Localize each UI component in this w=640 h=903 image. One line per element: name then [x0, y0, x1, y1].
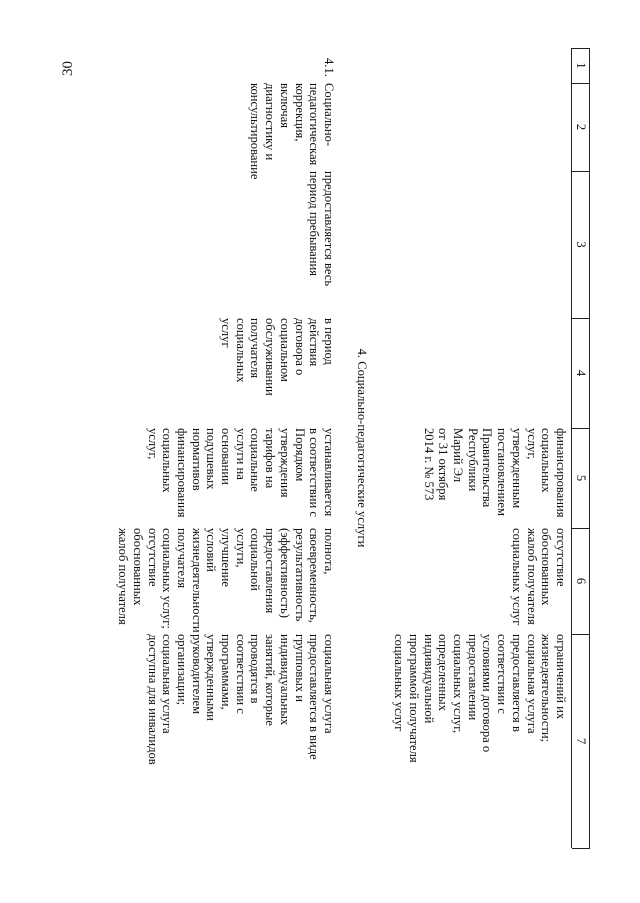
column-header: 3 — [574, 241, 588, 248]
section-title: 4. Социально-педагогические услуги — [355, 348, 369, 548]
row-41-provision-period: предоставляется весь период пребывания — [307, 171, 336, 287]
col-divider — [572, 848, 590, 849]
page-number: 30 — [60, 61, 76, 76]
row-41-conditions: социальная услуга предоставляется в виде групповых и индивидуальных занятий, которые проводятся в соответствии с программами, утвержденными руководителем организации; социальная услуга доступна для инвалидов — [145, 634, 336, 765]
column-header: 1 — [574, 62, 588, 69]
row-41-tariff: устанавливается в соответствии с Порядком утверждения тарифов на социальные услуги на основании подушевых нормативов финансирования социальных услуг, — [145, 428, 336, 518]
row-41-service-name: Социально- педагогическая коррекция, включая диагностику и консультирование — [248, 83, 336, 180]
row-41-quality-indicators: полнота, своевременность, результативность (эффективность) предоставления социальной услуги, улучшение условий жизнедеятельности получателя социальных услуг; отсутствие обоснованных жалоб получателя — [116, 528, 336, 633]
column-header: 5 — [574, 474, 588, 482]
column-header: 4 — [574, 369, 588, 377]
column-header: 6 — [574, 577, 588, 585]
document-table — [108, 48, 590, 848]
row-number: 4.1. — [322, 58, 336, 77]
column-header: 2 — [574, 123, 588, 131]
continuation-cell-col5: финансирования социальных услуг, утвержденным постановлением Правительства Республики Марий Эл от 31 октября 2014 г. № 573 — [421, 428, 568, 518]
column-header: 7 — [574, 737, 588, 745]
continuation-cell-col6: отсутствие обоснованных жалоб получателя социальных услуг — [509, 528, 568, 626]
continuation-cell-col7: ограничений их жизнедеятельности; социальная услуга предоставляется в соответствии с условиями договора о предоставлении социальных услуг, определенных индивидуальной программой получателя социальных услуг — [392, 634, 568, 763]
rotated-table-page — [108, 48, 590, 848]
row-41-term: в период действия договора о социальном обслуживании получателя социальных услуг — [219, 318, 336, 396]
